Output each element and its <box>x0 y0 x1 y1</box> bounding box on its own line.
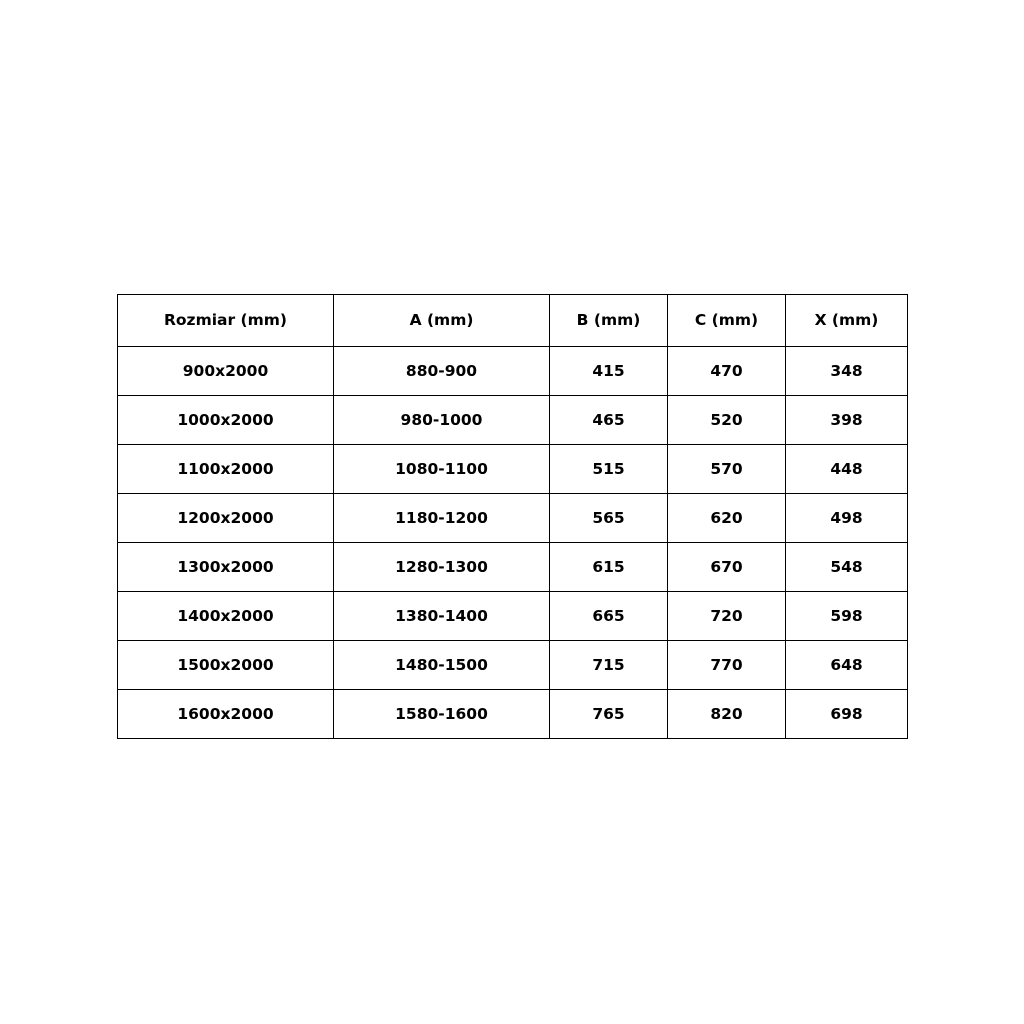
cell-b: 415 <box>550 347 668 396</box>
table-row <box>118 445 908 494</box>
cell-a: 880-900 <box>334 347 550 396</box>
cell-b: 665 <box>550 592 668 641</box>
table-body <box>118 347 908 739</box>
cell-x: 698 <box>786 690 908 739</box>
cell-b: 765 <box>550 690 668 739</box>
cell-a: 1080-1100 <box>334 445 550 494</box>
dimensions-table <box>117 294 908 739</box>
cell-b: 715 <box>550 641 668 690</box>
column-header-x: X (mm) <box>786 295 908 347</box>
cell-x: 648 <box>786 641 908 690</box>
cell-c: 570 <box>668 445 786 494</box>
cell-x: 448 <box>786 445 908 494</box>
cell-c: 470 <box>668 347 786 396</box>
cell-a: 1380-1400 <box>334 592 550 641</box>
cell-x: 498 <box>786 494 908 543</box>
cell-a: 1480-1500 <box>334 641 550 690</box>
table-header-row <box>118 295 908 347</box>
cell-b: 465 <box>550 396 668 445</box>
table-row <box>118 347 908 396</box>
cell-size: 1300x2000 <box>118 543 334 592</box>
cell-x: 398 <box>786 396 908 445</box>
cell-c: 620 <box>668 494 786 543</box>
cell-a: 980-1000 <box>334 396 550 445</box>
cell-a: 1580-1600 <box>334 690 550 739</box>
cell-x: 598 <box>786 592 908 641</box>
cell-size: 1100x2000 <box>118 445 334 494</box>
column-header-rozmiar: Rozmiar (mm) <box>118 295 334 347</box>
table-row <box>118 641 908 690</box>
column-header-c: C (mm) <box>668 295 786 347</box>
cell-size: 1600x2000 <box>118 690 334 739</box>
table-row <box>118 543 908 592</box>
cell-a: 1180-1200 <box>334 494 550 543</box>
cell-c: 670 <box>668 543 786 592</box>
dimensions-table-container <box>117 294 907 739</box>
table-row <box>118 690 908 739</box>
cell-size: 1400x2000 <box>118 592 334 641</box>
cell-size: 1500x2000 <box>118 641 334 690</box>
cell-b: 515 <box>550 445 668 494</box>
cell-c: 770 <box>668 641 786 690</box>
table-row <box>118 396 908 445</box>
cell-c: 820 <box>668 690 786 739</box>
cell-x: 348 <box>786 347 908 396</box>
column-header-a: A (mm) <box>334 295 550 347</box>
cell-a: 1280-1300 <box>334 543 550 592</box>
column-header-b: B (mm) <box>550 295 668 347</box>
cell-size: 1000x2000 <box>118 396 334 445</box>
table-header <box>118 295 908 347</box>
cell-c: 520 <box>668 396 786 445</box>
cell-b: 615 <box>550 543 668 592</box>
cell-b: 565 <box>550 494 668 543</box>
table-row <box>118 592 908 641</box>
cell-x: 548 <box>786 543 908 592</box>
cell-size: 900x2000 <box>118 347 334 396</box>
table-row <box>118 494 908 543</box>
cell-c: 720 <box>668 592 786 641</box>
cell-size: 1200x2000 <box>118 494 334 543</box>
